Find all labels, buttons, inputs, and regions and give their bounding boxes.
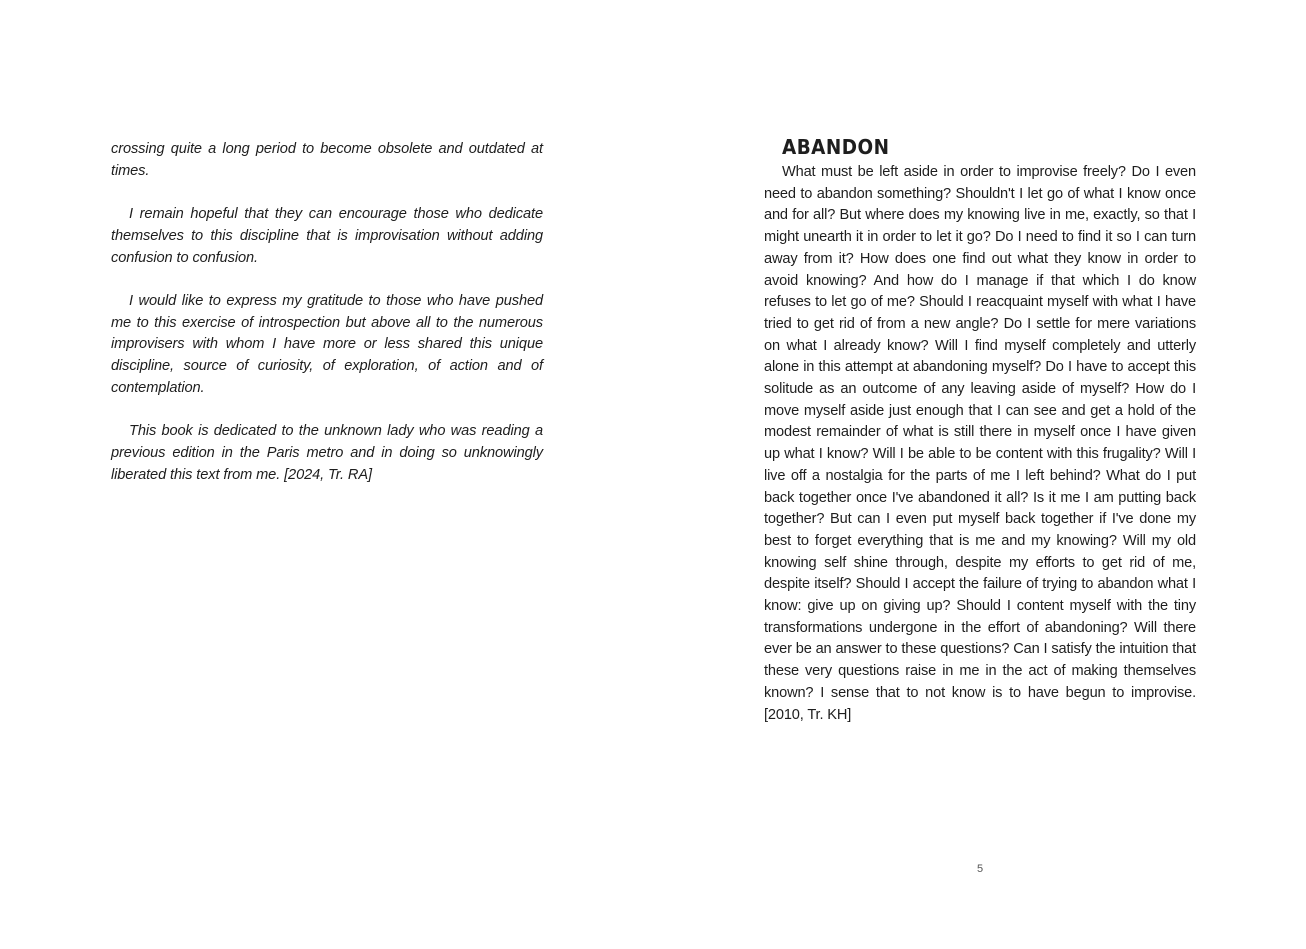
left-text-column [111, 139, 543, 508]
paragraph-gratitude: I would like to express my gratitude to those who have pushed me to this exercise of introspection but above all to the numerous improvisers with whom I have more or less shared this unique discipline, source of curiosity, of exploration, of action and of contemplation. [111, 292, 543, 396]
chapter-heading: ABANDON [782, 135, 890, 159]
paragraph-continuation: crossing quite a long period to become obsolete and outdated at times. [111, 141, 543, 179]
chapter-body: What must be left aside in order to improvise freely? Do I even need to abandon something? Shouldn't I let go of what I know once and for all? But where does my knowing live in me, exactly, so that I might unearth it in order to let it go? Do I need to find it so I can turn away from it? How does one find out what they know in order to avoid knowing? And how do I manage if that which I do know refuses to let go of me? Should I reacquaint myself with what I have tried to get rid of from a new angle? Do I settle for mere variations on what I already know? Will I find myself completely and utterly alone in this attempt at abandoning myself? Do I have to accept this solitude as an outcome of any leaving aside of myself? How do I move myself aside just enough that I can see and get a hold of the modest remainder of what is still there in myself once I have given up what I know? Will I be able to be content with this frugality? Will I live off a nostalgia for the parts of me I left behind? What do I put back together once I've abandoned it all? Is it me I am putting back together? But can I even put myself back together if I've done my best to forget everything that is me and my knowing? Will my old knowing self shine through, despite my efforts to get rid of me, despite itself? Should I accept the failure of trying to abandon what I know: give up on giving up? Should I content myself with the tiny transformations undergone in the effort of abandoning? Will there ever be an answer to these questions? Can I satisfy the intuition that these very questions raise in me in the act of making themselves known? I sense that to not know is to have begun to improvise. [2010, Tr. KH] [764, 164, 1196, 723]
right-text-column [764, 132, 1196, 726]
page-number: 5 [976, 863, 984, 875]
paragraph-hope: I remain hopeful that they can encourage those who dedicate themselves to this discipline that is improvisation without adding confusion to confusion. [111, 206, 543, 266]
right-page [653, 0, 1306, 949]
paragraph-dedication: This book is dedicated to the unknown lady who was reading a previous edition in the Paris metro and in doing so unknowingly liberated this text from me. [2024, Tr. RA] [111, 423, 543, 483]
